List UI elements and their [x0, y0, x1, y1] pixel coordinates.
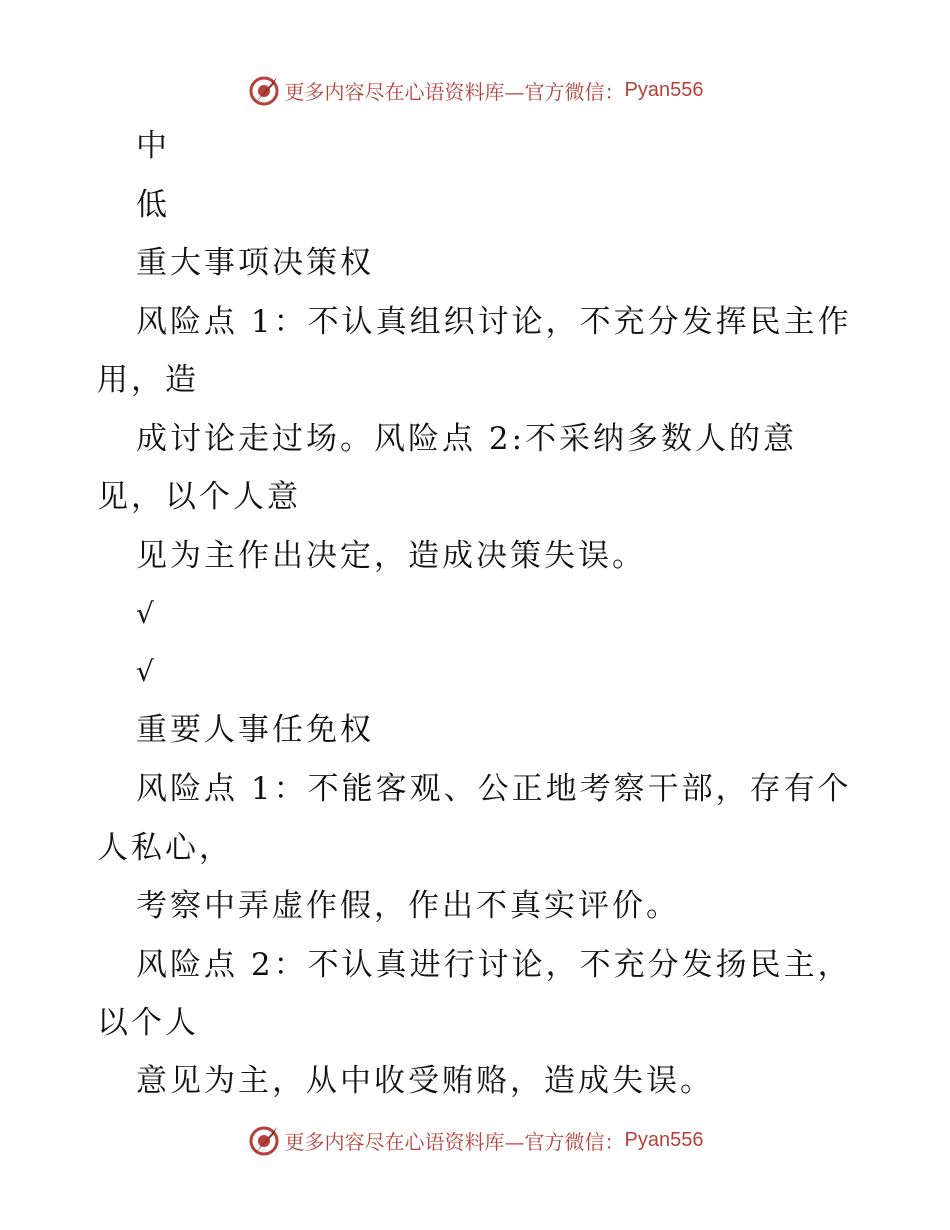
text-line: 低: [136, 187, 170, 223]
text-line: 风险点 2：不认真进行讨论，不充分发扬民主，: [136, 947, 852, 983]
text-line: 风险点 1：不能客观、公正地考察干部，存有个: [136, 771, 852, 807]
section-heading: 重大事项决策权: [136, 245, 374, 281]
banner-text: 更多内容尽在心语资料库—官方微信：: [284, 1129, 625, 1154]
banner-text: 更多内容尽在心语资料库—官方微信：: [284, 79, 625, 104]
text-line: 人私心，: [97, 830, 233, 866]
text-line: 考察中弄虚作假，作出不真实评价。: [136, 888, 680, 924]
text-line: 见，以个人意: [97, 479, 301, 515]
check-mark: √: [136, 597, 157, 630]
text-line: 见为主作出决定，造成决策失误。: [136, 538, 646, 574]
footer-banner: [0, 1120, 950, 1160]
quill-seal-icon: [247, 73, 281, 107]
text-line: 风险点 1：不认真组织讨论，不充分发挥民主作: [136, 304, 852, 340]
check-mark: √: [136, 655, 157, 688]
text-line: 以个人: [97, 1005, 199, 1041]
quill-seal-icon: [247, 1123, 281, 1157]
section-heading: 重要人事任免权: [136, 712, 374, 748]
text-line: 用，造: [97, 362, 199, 398]
text-line: 意见为主，从中收受贿赂，造成失误。: [136, 1063, 714, 1099]
banner-wechat-id: Pyan556: [624, 1128, 704, 1151]
header-banner: [0, 70, 950, 110]
text-line: 中: [136, 128, 170, 164]
banner-wechat-id: Pyan556: [624, 78, 704, 101]
text-line: 成讨论走过场。风险点 2:不采纳多数人的意: [136, 421, 798, 457]
